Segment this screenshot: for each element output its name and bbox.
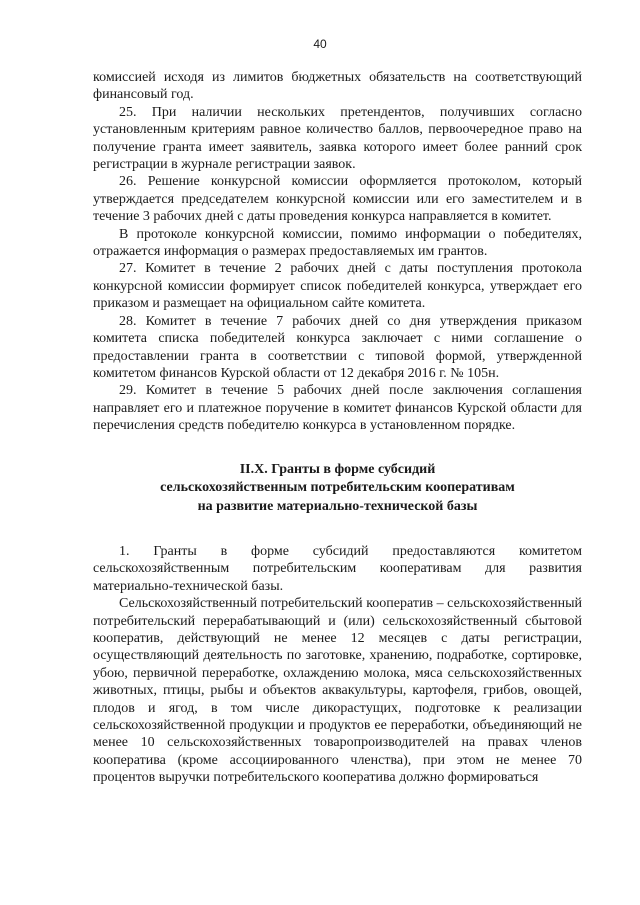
section-paragraph-definition: Сельскохозяйственный потребительский кооператив – сельскохозяйственный потребительский перерабатывающий и (или) сельскохозяйственный сбытовой кооператив, действующий не менее 12 месяцев с даты регистрации, осуществляющий деятельность по заготовке, хранению, подработке, сортировке, убою, первичной переработке, охлаждению молока, мяса сельскохозяйственных животных, птицы, рыбы и объектов аквакультуры, картофеля, грибов, овощей, плодов и ягод, в том числе дикорастущих, подготовке к реализации сельскохозяйственной продукции и продуктов ее переработки, объединяющий не менее 10 сельскохозяйственных товаропроизводителей на правах членов кооператива (кроме ассоциированного членства), при этом не менее 70 процентов выручки потребительского кооператива должно формироваться	[93, 596, 582, 786]
section-heading-line-3: на развитие материально-технической базы	[197, 499, 478, 515]
page-number: 40	[313, 37, 327, 51]
paragraph-26-protocol: В протоколе конкурсной комиссии, помимо информации о победителях, отражается информация о размерах предоставляемых им грантов.	[93, 226, 582, 260]
paragraph-27: 27. Комитет в течение 2 рабочих дней с даты поступления протокола конкурсной комиссии формирует список победителей конкурса, утверждает его приказом и размещает на официальном сайте комитета.	[93, 261, 582, 312]
paragraph-26: 26. Решение конкурсной комиссии оформляется протоколом, который утверждается председателем конкурсной комиссии или его заместителем и в течение 3 рабочих дней с даты проведения конкурса направляется в комитет.	[93, 174, 582, 225]
section-heading	[93, 461, 582, 517]
section-heading-line-1: II.X. Гранты в форме субсидий	[239, 461, 436, 477]
paragraph-29: 29. Комитет в течение 5 рабочих дней после заключения соглашения направляет его и платежное поручение в комитет финансов Курской области для перечисления средств победителю конкурса в установленном порядке.	[93, 383, 582, 434]
section-heading-line-2: сельскохозяйственным потребительским кооперативам	[160, 480, 515, 496]
section-paragraph-1: 1. Гранты в форме субсидий предоставляются комитетом сельскохозяйственным потребительским кооперативам для развития материально-технической базы.	[93, 543, 582, 594]
document-body	[93, 69, 582, 787]
paragraph-25: 25. При наличии нескольких претендентов, получивших согласно установленным критериям равное количество баллов, первоочередное право на получение гранта имеет заявитель, заявка которого имеет более ранний срок регистрации в журнале регистрации заявок.	[93, 104, 582, 173]
paragraph-28: 28. Комитет в течение 7 рабочих дней со дня утверждения приказом комитета списка победителей конкурса заключает с ними соглашение о предоставлении гранта в соответствии с типовой формой, утвержденной комитетом финансов Курской области от 12 декабря 2016 г. № 105н.	[93, 313, 582, 381]
paragraph-continuation: комиссией исходя из лимитов бюджетных обязательств на соответствующий финансовый год.	[93, 70, 582, 103]
